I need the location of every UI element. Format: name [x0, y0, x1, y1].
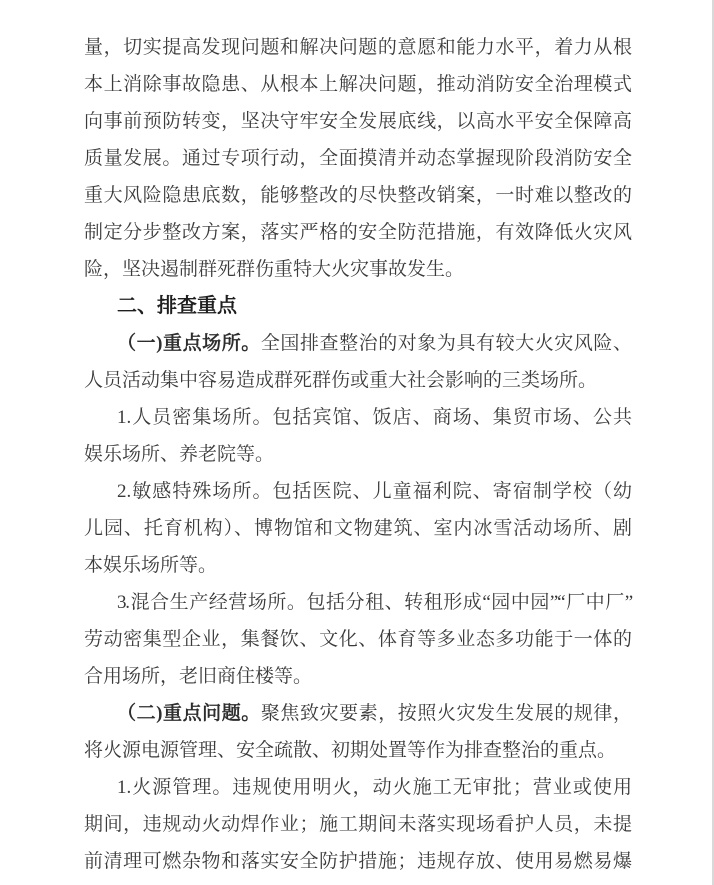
text-line: 向事前预防转变，坚决守牢安全发展底线，以高水平安全保障高	[84, 111, 632, 132]
text-line: 儿园、托育机构）、博物馆和文物建筑、室内冰雪活动场所、剧	[84, 518, 632, 539]
text-line: 娱乐场所、养老院等。	[84, 444, 275, 465]
text-line	[84, 695, 632, 732]
document-body	[84, 29, 632, 880]
text-line	[84, 325, 632, 362]
text-line: 量，切实提高发现问题和解决问题的意愿和能力水平，着力从根	[84, 37, 632, 58]
text-line: 期间，违规动火动焊作业；施工期间未落实现场看护人员，未提	[84, 814, 632, 835]
text-line: 1.火源管理。违规使用明火，动火施工无审批；营业或使用	[117, 777, 632, 798]
text-line: 将火源电源管理、安全疏散、初期处置等作为排查整治的重点。	[84, 740, 617, 761]
text-line: 质量发展。通过专项行动，全面摸清并动态掌握现阶段消防安全	[84, 148, 632, 169]
text-line: 本上消除事故隐患、从根本上解决问题，推动消防安全治理模式	[84, 74, 632, 95]
section-heading: 二、排查重点	[117, 295, 237, 317]
text-line: 人员活动集中容易造成群死群伤或重大社会影响的三类场所。	[84, 370, 598, 391]
text-line: 2.敏感特殊场所。包括医院、儿童福利院、寄宿制学校（幼	[117, 481, 632, 502]
paragraph-text: 聚焦致灾要素，按照火灾发生发展的规律，	[260, 703, 632, 724]
text-line: 重大风险隐患底数，能够整改的尽快整改销案，一时难以整改的	[84, 185, 632, 206]
paragraph-lead: （二)重点问题。	[117, 703, 261, 724]
text-line: 合用场所，老旧商住楼等。	[84, 666, 313, 687]
text-line: 制定分步整改方案，落实严格的安全防范措施，有效降低火灾风	[84, 222, 632, 243]
text-line: 本娱乐场所等。	[84, 555, 218, 576]
text-line: 险，坚决遏制群死群伤重特大火灾事故发生。	[84, 259, 465, 280]
paragraph-lead: （一)重点场所。	[117, 333, 261, 354]
text-line: 3.混合生产经营场所。包括分租、转租形成“园中园”“厂中厂”	[117, 592, 632, 613]
text-line: 1.人员密集场所。包括宾馆、饭店、商场、集贸市场、公共	[117, 407, 632, 428]
paragraph-text: 全国排查整治的对象为具有较大火灾风险、	[260, 333, 632, 354]
text-line: 前清理可燃杂物和落实安全防护措施；违规存放、使用易燃易爆	[84, 851, 632, 872]
text-line: 劳动密集型企业，集餐饮、文化、体育等多业态多功能于一体的	[84, 629, 632, 650]
